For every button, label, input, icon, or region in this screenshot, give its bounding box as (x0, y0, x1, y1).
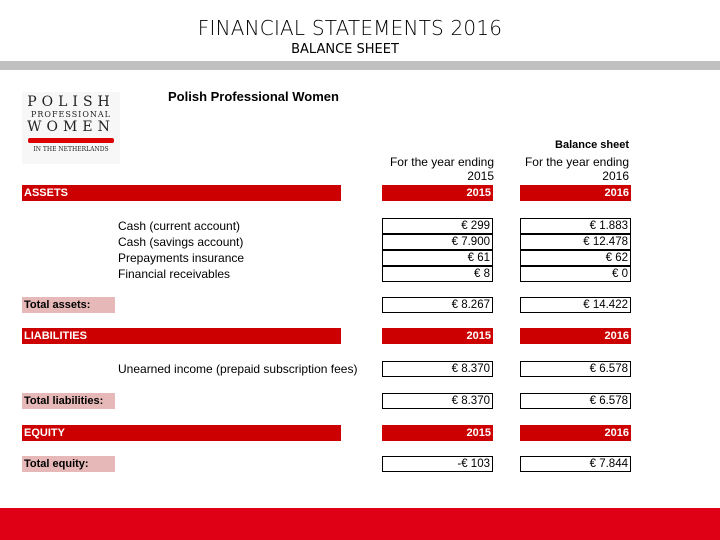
logo-text: IN THE NETHERLANDS (33, 146, 109, 153)
assets-heading: ASSETS (22, 185, 341, 201)
asset-item-label: Financial receivables (118, 267, 231, 281)
column-header-2016: For the year ending 2016 (524, 155, 629, 183)
equity-year-2015: 2015 (382, 425, 493, 441)
liabilities-year-2015: 2015 (382, 328, 493, 344)
logo-text: PROFESSIONAL (31, 110, 111, 119)
liability-item-label: Unearned income (prepaid subscription fees) (118, 362, 358, 376)
asset-value-2016: € 62 (520, 250, 631, 266)
logo-text: POLISH (27, 94, 115, 110)
logo-flag-stripe (28, 138, 114, 143)
total-assets-2015: € 8.267 (382, 297, 493, 313)
total-equity-label: Total equity: (22, 456, 115, 472)
total-liabilities-label: Total liabilities: (22, 393, 115, 409)
liability-value-2016: € 6.578 (520, 361, 631, 377)
equity-year-2016: 2016 (520, 425, 631, 441)
asset-value-2015: € 8 (382, 266, 493, 282)
asset-item-label: Prepayments insurance (118, 251, 245, 265)
asset-item-label: Cash (current account) (118, 219, 241, 233)
logo-text: WOMEN (27, 119, 115, 135)
slide-subtitle: BALANCE SHEET (291, 42, 399, 57)
balance-sheet-label: Balance sheet (555, 139, 629, 151)
assets-year-2016: 2016 (520, 185, 631, 201)
asset-value-2015: € 299 (382, 218, 493, 234)
bottom-red-bar (0, 508, 720, 540)
total-assets-label: Total assets: (22, 297, 115, 313)
total-assets-2016: € 14.422 (520, 297, 631, 313)
asset-item-label: Cash (savings account) (118, 235, 244, 249)
total-equity-2015: -€ 103 (382, 456, 493, 472)
total-equity-2016: € 7.844 (520, 456, 631, 472)
asset-value-2016: € 0 (520, 266, 631, 282)
asset-value-2015: € 7.900 (382, 234, 493, 250)
top-divider-bar (0, 61, 720, 70)
liabilities-year-2016: 2016 (520, 328, 631, 344)
asset-value-2015: € 61 (382, 250, 493, 266)
organization-logo (22, 92, 120, 164)
liability-value-2015: € 8.370 (382, 361, 493, 377)
assets-year-2015: 2015 (382, 185, 493, 201)
column-header-2015: For the year ending 2015 (389, 155, 494, 183)
slide-title: FINANCIAL STATEMENTS 2016 (197, 16, 503, 40)
liabilities-heading: LIABILITIES (22, 328, 341, 344)
asset-value-2016: € 12.478 (520, 234, 631, 250)
total-liabilities-2015: € 8.370 (382, 393, 493, 409)
equity-heading: EQUITY (22, 425, 341, 441)
organization-name: Polish Professional Women (168, 89, 339, 104)
total-liabilities-2016: € 6.578 (520, 393, 631, 409)
asset-value-2016: € 1.883 (520, 218, 631, 234)
